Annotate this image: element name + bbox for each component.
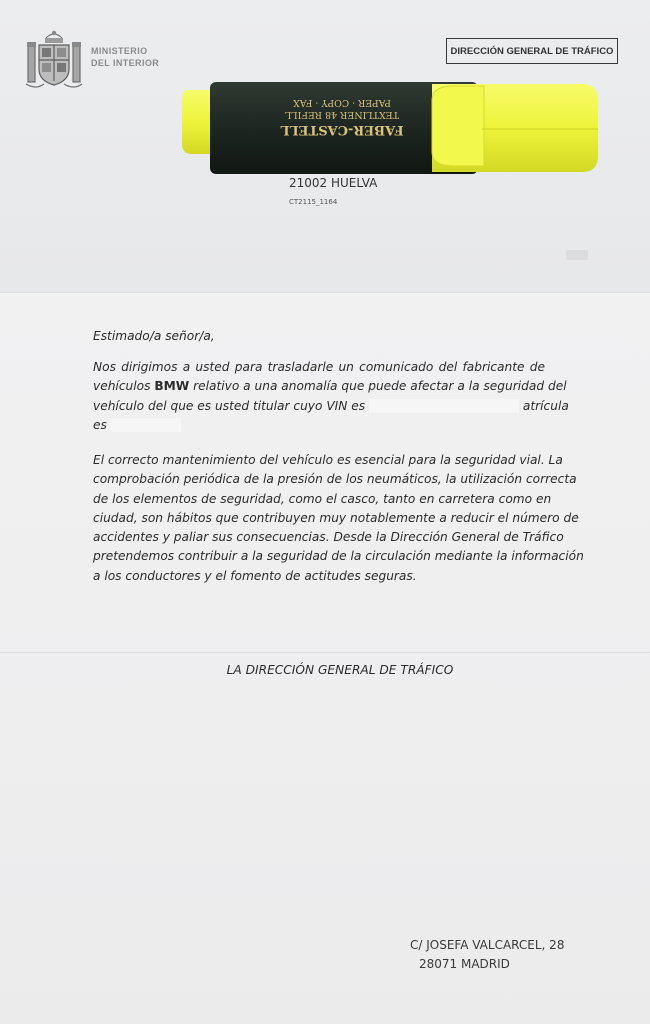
text-segment: es — [93, 417, 107, 432]
paragraph-safety-line: El correcto mantenimiento del vehículo es esencial para la seguridad vial. La — [93, 453, 563, 467]
highlighter-model: TEXTLINER 48 REFILL — [284, 109, 400, 120]
paragraph-notice-line: Nos dirigimos a usted para trasladarle un comunicado del fabricante de — [93, 360, 545, 374]
ministry-line-2: DEL INTERIOR — [91, 58, 160, 68]
highlighter-note: PAPER · COPY · FAX — [292, 97, 392, 108]
vehicle-brand: BMW — [154, 379, 190, 394]
dgt-header-box: DIRECCIÓN GENERAL DE TRÁFICO — [446, 38, 618, 64]
highlighter-pen — [182, 76, 602, 178]
footer-address — [410, 936, 564, 974]
letter-signature: LA DIRECCIÓN GENERAL DE TRÁFICO — [226, 663, 454, 677]
paper-mark — [566, 250, 588, 260]
redacted-plate — [111, 418, 181, 432]
redacted-vin — [369, 399, 519, 413]
paper-fold-top — [0, 292, 650, 293]
footer-street: C/ JOSEFA VALCARCEL, 28 — [410, 938, 565, 952]
paper-fold-middle — [0, 652, 650, 653]
text-segment: vehículo del que es usted titular cuyo VIN es — [93, 398, 366, 413]
paragraph-safety-line: accidentes y paliar sus consecuencias. Desde la Dirección General de Tráfico — [93, 530, 564, 545]
paragraph-safety-line: pretendemos contribuir a la seguridad de la circulación mediante la información — [93, 549, 584, 564]
address-reference: CT2115_1164 — [289, 198, 338, 206]
address-city: 21002 HUELVA — [289, 176, 378, 190]
paragraph-safety-line: a los conductores y el fomento de actitudes seguras. — [93, 568, 417, 583]
paragraph-notice-line — [93, 377, 567, 396]
highlighter-brand: FABER-CASTELL — [280, 122, 404, 137]
ministry-name — [91, 45, 159, 69]
footer-city: 28071 MADRID — [419, 957, 510, 971]
paragraph-safety-line: de los elementos de seguridad, como el casco, tanto en carretera como en — [93, 491, 552, 506]
paragraph-notice-line — [93, 416, 545, 435]
letter-greeting: Estimado/a señor/a, — [93, 329, 215, 343]
text-segment: atrícula — [522, 398, 569, 413]
paragraph-notice-line — [93, 397, 569, 416]
paragraph-safety-line: ciudad, son hábitos que contribuyen muy notablemente a reducir el número de — [93, 510, 579, 525]
paragraph-notice — [93, 358, 569, 435]
spain-coat-of-arms-icon — [24, 28, 84, 92]
text-segment: relativo a una anomalía que puede afectar a la seguridad del — [193, 379, 567, 394]
paragraph-safety — [93, 451, 584, 586]
text-segment: vehículos — [93, 379, 151, 394]
ministry-line-1: MINISTERIO — [91, 46, 148, 56]
paragraph-safety-line: comprobación periódica de la presión de los neumáticos, la utilización correcta — [93, 472, 577, 487]
